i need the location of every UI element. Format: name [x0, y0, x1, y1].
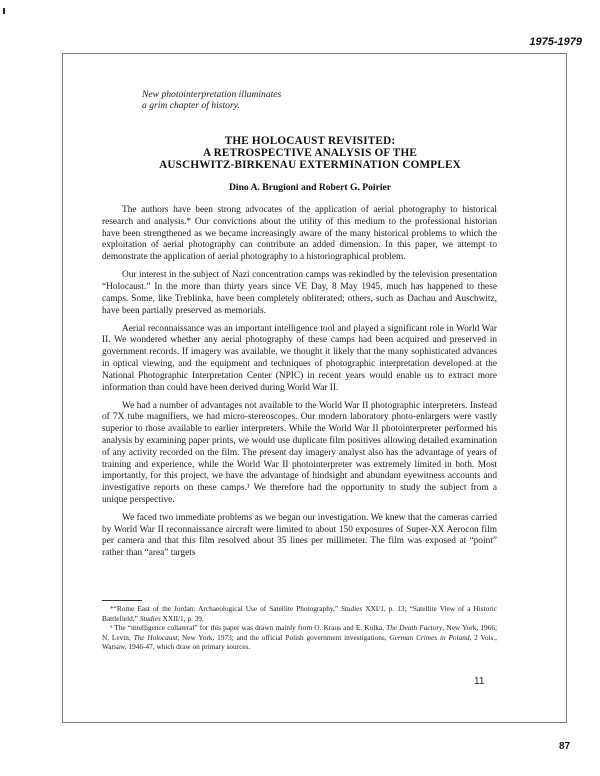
- footnote: [102, 604, 497, 623]
- footnote-text: , New York, 1973; and the official Polish government investigations,: [177, 632, 390, 642]
- body-paragraph: We had a number of advantages not available to the World War II photographic interpreters. Instead of 7X tube magnifiers, we had micro-stereoscopes. Our modern laboratory photo-enlargers were vastly superior to those available to earlier interpreters. While the World War II photointerpreter performed his analysis by examining paper prints, we would use duplicate film positives allowing detailed examination of any activity recorded on the film. The present day imagery analyst also has the advantage of years of training and experience, while the World War II photointerpreter was extremely limited in both. Most importantly, for this project, we have the advantage of hindsight and abundant eyewitness accounts and investigative reports on these camps.¹ We therefore had the opportunity to study the subject from a unique perspective.: [102, 400, 497, 505]
- outer-page-number: 87: [559, 741, 571, 752]
- footnote-text: *“Rome East of the Jordan: Archaeological Use of Satellite Photography,”: [110, 604, 342, 613]
- scan-artifact-mark: [3, 8, 5, 14]
- footnote-citation-title: Studies: [341, 604, 363, 613]
- article-title: [80, 135, 540, 171]
- footnote-text: , New York, 1966; N. Levin,: [102, 623, 497, 642]
- title-line: A RETROSPECTIVE ANALYSIS OF THE: [202, 147, 418, 159]
- footnote-text: XXII/1, p. 39.: [160, 613, 204, 623]
- article-kicker: New photointerpretation illuminates a grim chapter of history.: [142, 89, 282, 111]
- date-range-header: 1975-1979: [529, 36, 582, 48]
- body-paragraph: Aerial reconnaissance was an important intelligence tool and played a significant role in World War II. We wondered whether any aerial photography of these camps had been acquired and preserved in government records. If imagery was available, we thought it likely that the many sophisticated advances in optical viewing, and the equipment and techniques of photographic interpretation developed at the National Photographic Interpretation Center (NPIC) in recent years would enable us to extract more information than could have been derived during World War II.: [102, 323, 497, 393]
- footnote-text: ¹ The “intelligence collateral” for this paper was drawn mainly from O. Kraus and E. Kulka,: [110, 623, 387, 633]
- article-authors: Dino A. Brugioni and Robert G. Poirier: [228, 182, 392, 193]
- footnote-text: , 2 Vols., Warsaw, 1946-47, which draw on primary sources.: [102, 632, 497, 652]
- inner-page-number: 11: [474, 676, 485, 687]
- footnote-citation-title: The Holocaust: [133, 632, 178, 642]
- footnote-citation-title: German Crimes in Poland: [389, 632, 470, 642]
- title-line: AUSCHWITZ-BIRKENAU EXTERMINATION COMPLEX: [159, 159, 461, 171]
- footnote-text: XXI/1, p. 13; “Satellite View of a Historic Battlefield,”: [102, 604, 497, 623]
- footnote-citation-title: Studies: [139, 613, 161, 623]
- body-paragraph: Our interest in the subject of Nazi concentration camps was rekindled by the television presentation “Holocaust.” In the more than thirty years since VE Day, 8 May 1945, much has happened to these camps. Some, like Treblinka, have been completely obliterated; others, such as Dachau and Auschwitz, have been partially preserved as memorials.: [102, 270, 497, 316]
- footnote-citation-title: The Death Factory: [386, 623, 443, 633]
- footnotes: [102, 604, 497, 652]
- footnote-divider: [102, 600, 142, 601]
- title-line: THE HOLOCAUST REVISITED:: [224, 135, 396, 147]
- body-paragraph: The authors have been strong advocates of the application of aerial photography to historical research and analysis.* Our convictions about the utility of this medium to the professional historian have been strengthened as we became increasingly aware of the many historical problems to which the exploitation of aerial photography can contribute an added dimension. In this paper, we attempt to demonstrate the application of aerial photography to a historiographical problem.: [102, 205, 497, 263]
- footnote: [102, 623, 497, 652]
- article-body: [102, 205, 497, 566]
- body-paragraph: We faced two immediate problems as we began our investigation. We knew that the cameras carried by World War II reconnaissance aircraft were limited to about 150 exposures of Super-XX Aerocon film per camera and that this film resolved about 35 lines per millimeter. The film was exposed at “point” rather than “area” targets: [102, 512, 497, 559]
